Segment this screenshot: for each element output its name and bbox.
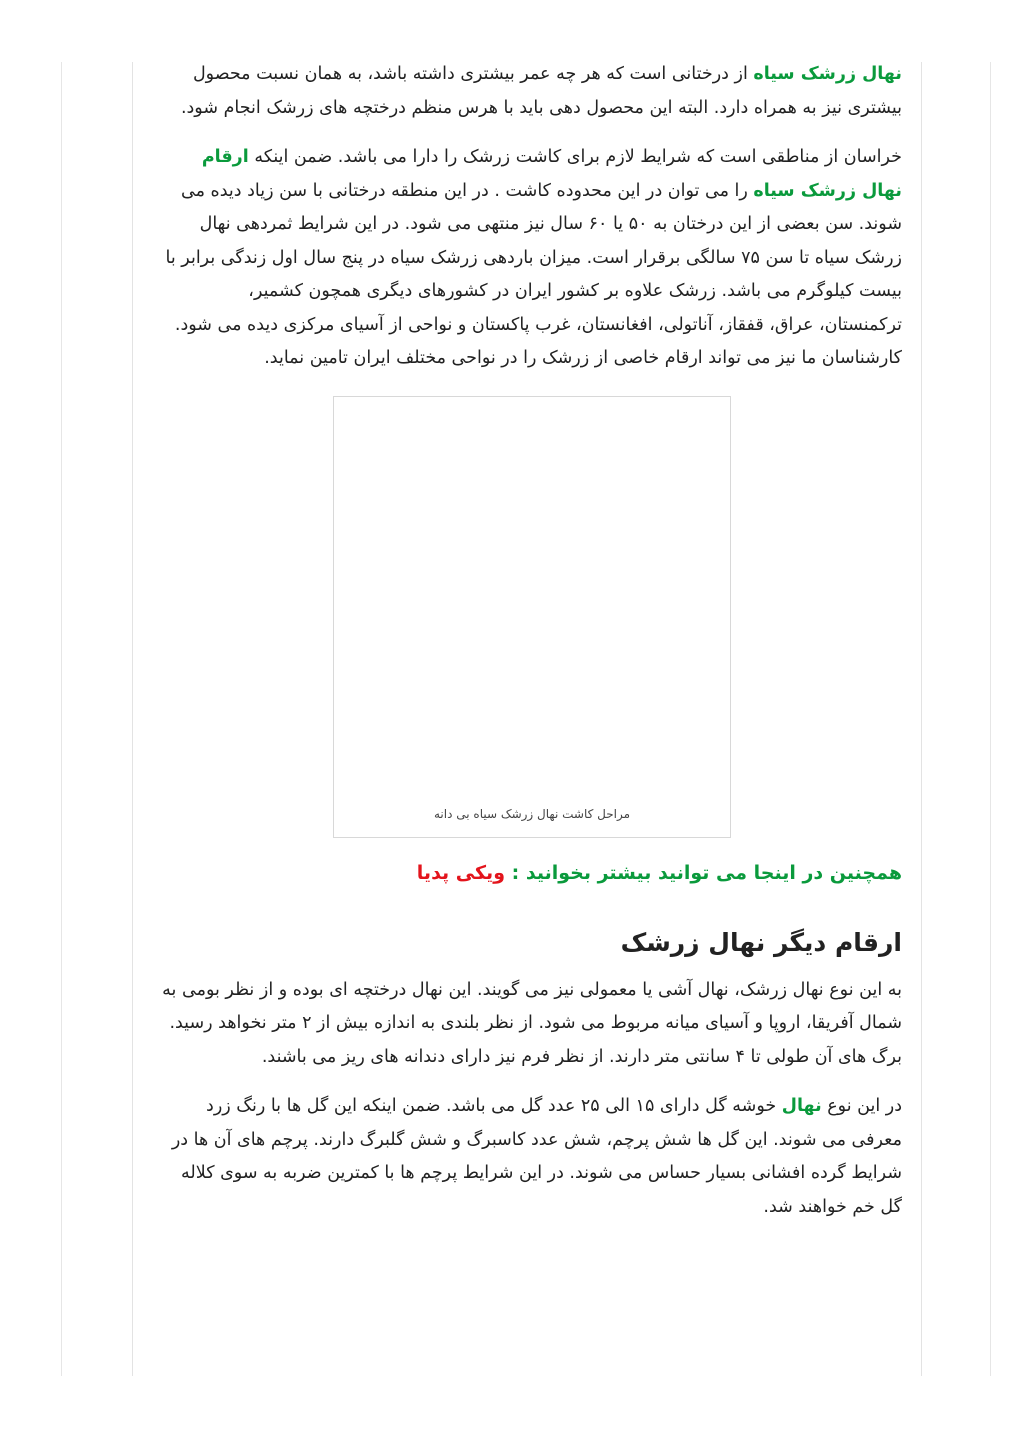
khorasan-text-after: را می توان در این محدوده کاشت . در این منطقه درختانی با سن زیاد دیده می شوند. سن بعضی از این درختان به ۵۰ یا ۶۰ سال نیز منتهی می شود. در این شرایط ثمردهی نهال زرشک سیاه تا سن ۷۵ سالگی برقرار است. میزان باردهی زرشک سیاه در پنج سال اول زندگی برابر با بیست کیلوگرم می باشد. زرشک علاوه بر کشور ایران در کشورهای دیگری همچون کشمیر، ترکمنستان، عراق، قفقاز، آناتولی، افغانستان، غرب پاکستان و نواحی از آسیای مرکزی دیده می شود. کارشناسان ما نیز می تواند ارقام خاصی از زرشک را در نواحی مختلف ایران تامین نماید.: [165, 180, 902, 368]
khorasan-text-before: خراسان از مناطقی است که شرایط لازم برای کاشت زرشک را دارا می باشد. ضمن اینکه: [248, 147, 902, 167]
section-heading: ارقام دیگر نهال زرشک: [620, 927, 902, 957]
flowers-text-before: در این نوع: [821, 1096, 902, 1116]
read-more-line: [162, 854, 902, 892]
article-content: [162, 58, 902, 1240]
khorasan-paragraph: [162, 141, 902, 376]
figure-image-placeholder: [334, 397, 730, 797]
flowers-text-after: خوشه گل دارای ۱۵ الی ۲۵ عدد گل می باشد. ضمن اینکه این گل ها با رنگ زرد معرفی می شوند. این گل ها شش پرچم، شش عدد کاسبرگ و شش گلبرگ دارند. پرچم های آن ها در شرایط گرده افشانی بسیار حساس می شوند. در این شرایط پرچم ها با کمترین ضربه به سوی کلاله گل خم خواهند شد.: [171, 1096, 902, 1217]
black-barberry-varieties-link[interactable]: ارقام نهال زرشک سیاه: [201, 147, 902, 201]
figure-caption: مراحل کاشت نهال زرشک سیاه بی دانه: [433, 806, 631, 821]
intro-paragraph: [162, 58, 902, 125]
intro-paragraph-text: از درختانی است که هر چه عمر بیشتری داشته باشد، به همان نسبت محصول بیشتری نیز به همراه دارد. البته این محصول دهی باید با هرس منظم درختچه های زرشک انجام شود.: [180, 64, 902, 118]
sapling-link[interactable]: نهال: [781, 1096, 822, 1116]
flowers-paragraph: [162, 1090, 902, 1224]
article-figure: [333, 396, 731, 838]
varieties-paragraph: به این نوع نهال زرشک، نهال آشی یا معمولی نیز می گویند. این نهال درختچه ای بوده و از نظر بومی به شمال آفریقا، اروپا و آسیای میانه مربوط می شود. از نظر بلندی به اندازه بیش از ۲ متر نخواهد رسید. برگ های آن طولی تا ۴ سانتی متر دارند. از نظر فرم نیز دارای دندانه های ریز می باشند.: [162, 979, 902, 1067]
black-barberry-sapling-link[interactable]: نهال زرشک سیاه: [753, 64, 902, 84]
wikipedia-link[interactable]: ویکی پدیا: [416, 861, 506, 884]
read-more-prefix: همچنین در اینجا می توانید بیشتر بخوانید :: [505, 861, 902, 884]
